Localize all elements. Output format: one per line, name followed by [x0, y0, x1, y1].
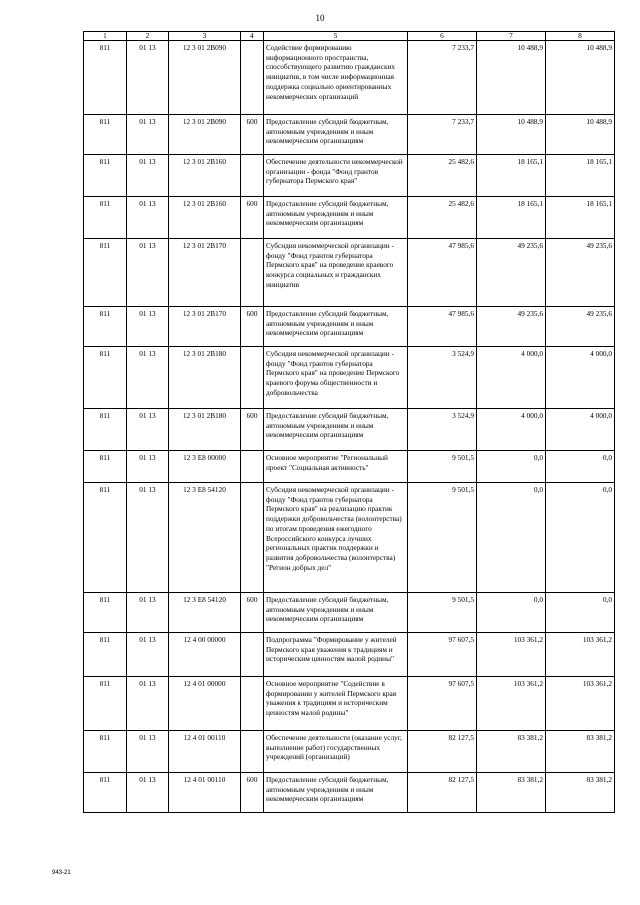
cell-name: Основное мероприятие "Региональный проект "Социальная активность": [264, 451, 408, 483]
cell-amount-year2: 49 235,6: [477, 239, 546, 307]
cell-admin-code: 811: [84, 41, 127, 115]
cell-admin-code: 811: [84, 593, 127, 633]
cell-target-article: 12 4 00 00000: [169, 633, 241, 677]
cell-section: 01 13: [127, 593, 169, 633]
cell-expense-type: 600: [241, 593, 264, 633]
cell-amount-year1: 47 985,6: [408, 307, 477, 347]
cell-expense-type: [241, 677, 264, 731]
cell-name: Содействие формированию информационного пространства, способствующего развитию гражданских инициатив, в том числе информационная поддержка социально ориентированных некоммерческих организаций: [264, 41, 408, 115]
cell-amount-year3: 49 235,6: [546, 239, 615, 307]
cell-amount-year1: 9 501,5: [408, 593, 477, 633]
cell-admin-code: 811: [84, 197, 127, 239]
table-row: [84, 731, 615, 773]
cell-amount-year3: 18 165,1: [546, 197, 615, 239]
table-row: [84, 197, 615, 239]
cell-amount-year3: 103 361,2: [546, 633, 615, 677]
cell-name: Предоставление субсидий бюджетным, автономным учреждениям и иным некоммерческим организациям: [264, 409, 408, 451]
cell-section: 01 13: [127, 677, 169, 731]
cell-amount-year2: 4 000,0: [477, 347, 546, 409]
table-row: [84, 773, 615, 813]
cell-amount-year2: 10 488,9: [477, 115, 546, 155]
cell-amount-year1: 9 501,5: [408, 451, 477, 483]
cell-name: Предоставление субсидий бюджетным, автономным учреждениям и иным некоммерческим организациям: [264, 197, 408, 239]
cell-amount-year1: 25 482,6: [408, 197, 477, 239]
cell-section: 01 13: [127, 239, 169, 307]
column-header-8: 8: [546, 32, 615, 41]
cell-name: Субсидия некоммерческой организации - фонду "Фонд грантов губернатора Пермского края" на реализацию практик поддержки добровольчества (волонтерства) по итогам проведения ежегодного Всероссийского конкурса лучших региональных практик поддержки и развития добровольчества (волонтерства) "Регион добрых дел": [264, 483, 408, 593]
cell-amount-year2: 18 165,1: [477, 197, 546, 239]
table-row: [84, 677, 615, 731]
cell-amount-year2: 18 165,1: [477, 155, 546, 197]
cell-expense-type: [241, 483, 264, 593]
table-row: [84, 41, 615, 115]
cell-admin-code: 811: [84, 307, 127, 347]
cell-section: 01 13: [127, 197, 169, 239]
table-header-row: [84, 32, 615, 41]
cell-admin-code: 811: [84, 155, 127, 197]
column-header-4: 4: [241, 32, 264, 41]
cell-admin-code: 811: [84, 677, 127, 731]
cell-amount-year2: 103 361,2: [477, 633, 546, 677]
cell-name: Предоставление субсидий бюджетным, автономным учреждениям и иным некоммерческим организациям: [264, 773, 408, 813]
cell-admin-code: 811: [84, 483, 127, 593]
cell-amount-year3: 10 488,9: [546, 115, 615, 155]
cell-amount-year3: 10 488,9: [546, 41, 615, 115]
cell-amount-year1: 97 607,5: [408, 677, 477, 731]
cell-amount-year3: 103 361,2: [546, 677, 615, 731]
cell-target-article: 12 3 01 2В160: [169, 155, 241, 197]
cell-admin-code: 811: [84, 731, 127, 773]
cell-section: 01 13: [127, 731, 169, 773]
cell-section: 01 13: [127, 773, 169, 813]
cell-expense-type: 600: [241, 197, 264, 239]
cell-amount-year2: 4 000,0: [477, 409, 546, 451]
column-header-5: 5: [264, 32, 408, 41]
footer-code: 943-21: [52, 870, 71, 876]
cell-name: Предоставление субсидий бюджетным, автономным учреждениям и иным некоммерческим организациям: [264, 307, 408, 347]
cell-amount-year1: 3 524,9: [408, 347, 477, 409]
table-body: [84, 41, 615, 813]
cell-amount-year3: 0,0: [546, 593, 615, 633]
cell-target-article: 12 3 01 2В090: [169, 115, 241, 155]
cell-target-article: 12 3 01 2В170: [169, 307, 241, 347]
cell-admin-code: 811: [84, 115, 127, 155]
cell-amount-year2: 10 488,9: [477, 41, 546, 115]
column-header-3: 3: [169, 32, 241, 41]
cell-name: Подпрограмма "Формирование у жителей Пермского края уважения к традициям и историческим ценностям малой родины": [264, 633, 408, 677]
cell-name: Предоставление субсидий бюджетным, автономным учреждениям и иным некоммерческим организациям: [264, 115, 408, 155]
cell-admin-code: 811: [84, 409, 127, 451]
cell-amount-year2: 83 381,2: [477, 731, 546, 773]
cell-amount-year1: 25 482,6: [408, 155, 477, 197]
cell-section: 01 13: [127, 451, 169, 483]
cell-target-article: 12 3 01 2В090: [169, 41, 241, 115]
cell-amount-year1: 97 607,5: [408, 633, 477, 677]
cell-amount-year2: 0,0: [477, 593, 546, 633]
cell-amount-year3: 0,0: [546, 483, 615, 593]
cell-expense-type: [241, 451, 264, 483]
cell-expense-type: [241, 41, 264, 115]
table-row: [84, 593, 615, 633]
cell-amount-year2: 0,0: [477, 451, 546, 483]
cell-target-article: 12 3 01 2В180: [169, 409, 241, 451]
cell-expense-type: [241, 155, 264, 197]
table-row: [84, 633, 615, 677]
table-row: [84, 239, 615, 307]
cell-target-article: 12 3 E8 54120: [169, 483, 241, 593]
cell-admin-code: 811: [84, 633, 127, 677]
cell-amount-year1: 9 501,5: [408, 483, 477, 593]
cell-amount-year1: 47 985,6: [408, 239, 477, 307]
cell-amount-year3: 0,0: [546, 451, 615, 483]
cell-amount-year1: 82 127,5: [408, 773, 477, 813]
cell-expense-type: 600: [241, 307, 264, 347]
column-header-6: 6: [408, 32, 477, 41]
cell-name: Предоставление субсидий бюджетным, автономным учреждениям и иным некоммерческим организациям: [264, 593, 408, 633]
cell-section: 01 13: [127, 409, 169, 451]
cell-amount-year2: 83 381,2: [477, 773, 546, 813]
cell-section: 01 13: [127, 307, 169, 347]
cell-name: Субсидия некоммерческой организации - фонду "Фонд грантов губернатора Пермского края" на проведение Пермского краевого форума общественности и добровольчества: [264, 347, 408, 409]
cell-target-article: 12 4 01 00000: [169, 677, 241, 731]
cell-amount-year3: 83 381,2: [546, 773, 615, 813]
page-number: 10: [315, 13, 325, 23]
table-row: [84, 483, 615, 593]
cell-target-article: 12 3 E8 54120: [169, 593, 241, 633]
cell-section: 01 13: [127, 41, 169, 115]
cell-section: 01 13: [127, 483, 169, 593]
cell-expense-type: [241, 239, 264, 307]
cell-target-article: 12 3 E8 00000: [169, 451, 241, 483]
column-header-2: 2: [127, 32, 169, 41]
cell-expense-type: 600: [241, 773, 264, 813]
cell-expense-type: 600: [241, 115, 264, 155]
table-row: [84, 347, 615, 409]
column-header-7: 7: [477, 32, 546, 41]
cell-amount-year2: 0,0: [477, 483, 546, 593]
cell-amount-year2: 49 235,6: [477, 307, 546, 347]
cell-admin-code: 811: [84, 451, 127, 483]
table-row: [84, 307, 615, 347]
cell-expense-type: [241, 347, 264, 409]
cell-expense-type: [241, 633, 264, 677]
column-header-1: 1: [84, 32, 127, 41]
table-row: [84, 451, 615, 483]
cell-target-article: 12 3 01 2В160: [169, 197, 241, 239]
cell-amount-year3: 4 000,0: [546, 409, 615, 451]
cell-target-article: 12 3 01 2В170: [169, 239, 241, 307]
cell-admin-code: 811: [84, 347, 127, 409]
table-row: [84, 115, 615, 155]
cell-amount-year3: 4 000,0: [546, 347, 615, 409]
cell-admin-code: 811: [84, 239, 127, 307]
cell-name: Субсидия некоммерческой организации - фонду "Фонд грантов губернатора Пермского края" на проведение краевого конкурса социальных и гражданских инициатив: [264, 239, 408, 307]
cell-name: Обеспечение деятельности некоммерческой организации - фонда "Фонд грантов губернатора Пермского края": [264, 155, 408, 197]
cell-amount-year1: 7 233,7: [408, 41, 477, 115]
cell-name: Обеспечение деятельности (оказание услуг, выполнение работ) государственных учреждений (организаций): [264, 731, 408, 773]
cell-amount-year3: 49 235,6: [546, 307, 615, 347]
cell-target-article: 12 3 01 2В180: [169, 347, 241, 409]
cell-expense-type: [241, 731, 264, 773]
cell-expense-type: 600: [241, 409, 264, 451]
cell-section: 01 13: [127, 115, 169, 155]
cell-amount-year1: 82 127,5: [408, 731, 477, 773]
cell-section: 01 13: [127, 347, 169, 409]
cell-target-article: 12 4 01 00110: [169, 731, 241, 773]
cell-admin-code: 811: [84, 773, 127, 813]
budget-table: [83, 31, 615, 813]
cell-target-article: 12 4 01 00110: [169, 773, 241, 813]
cell-amount-year2: 103 361,2: [477, 677, 546, 731]
table-row: [84, 409, 615, 451]
cell-amount-year3: 83 381,2: [546, 731, 615, 773]
cell-amount-year3: 18 165,1: [546, 155, 615, 197]
cell-amount-year1: 3 524,9: [408, 409, 477, 451]
cell-name: Основное мероприятие "Содействие в формировании у жителей Пермского края уважения к традициям и историческим ценностям малой родины": [264, 677, 408, 731]
table-row: [84, 155, 615, 197]
cell-section: 01 13: [127, 155, 169, 197]
cell-amount-year1: 7 233,7: [408, 115, 477, 155]
cell-section: 01 13: [127, 633, 169, 677]
